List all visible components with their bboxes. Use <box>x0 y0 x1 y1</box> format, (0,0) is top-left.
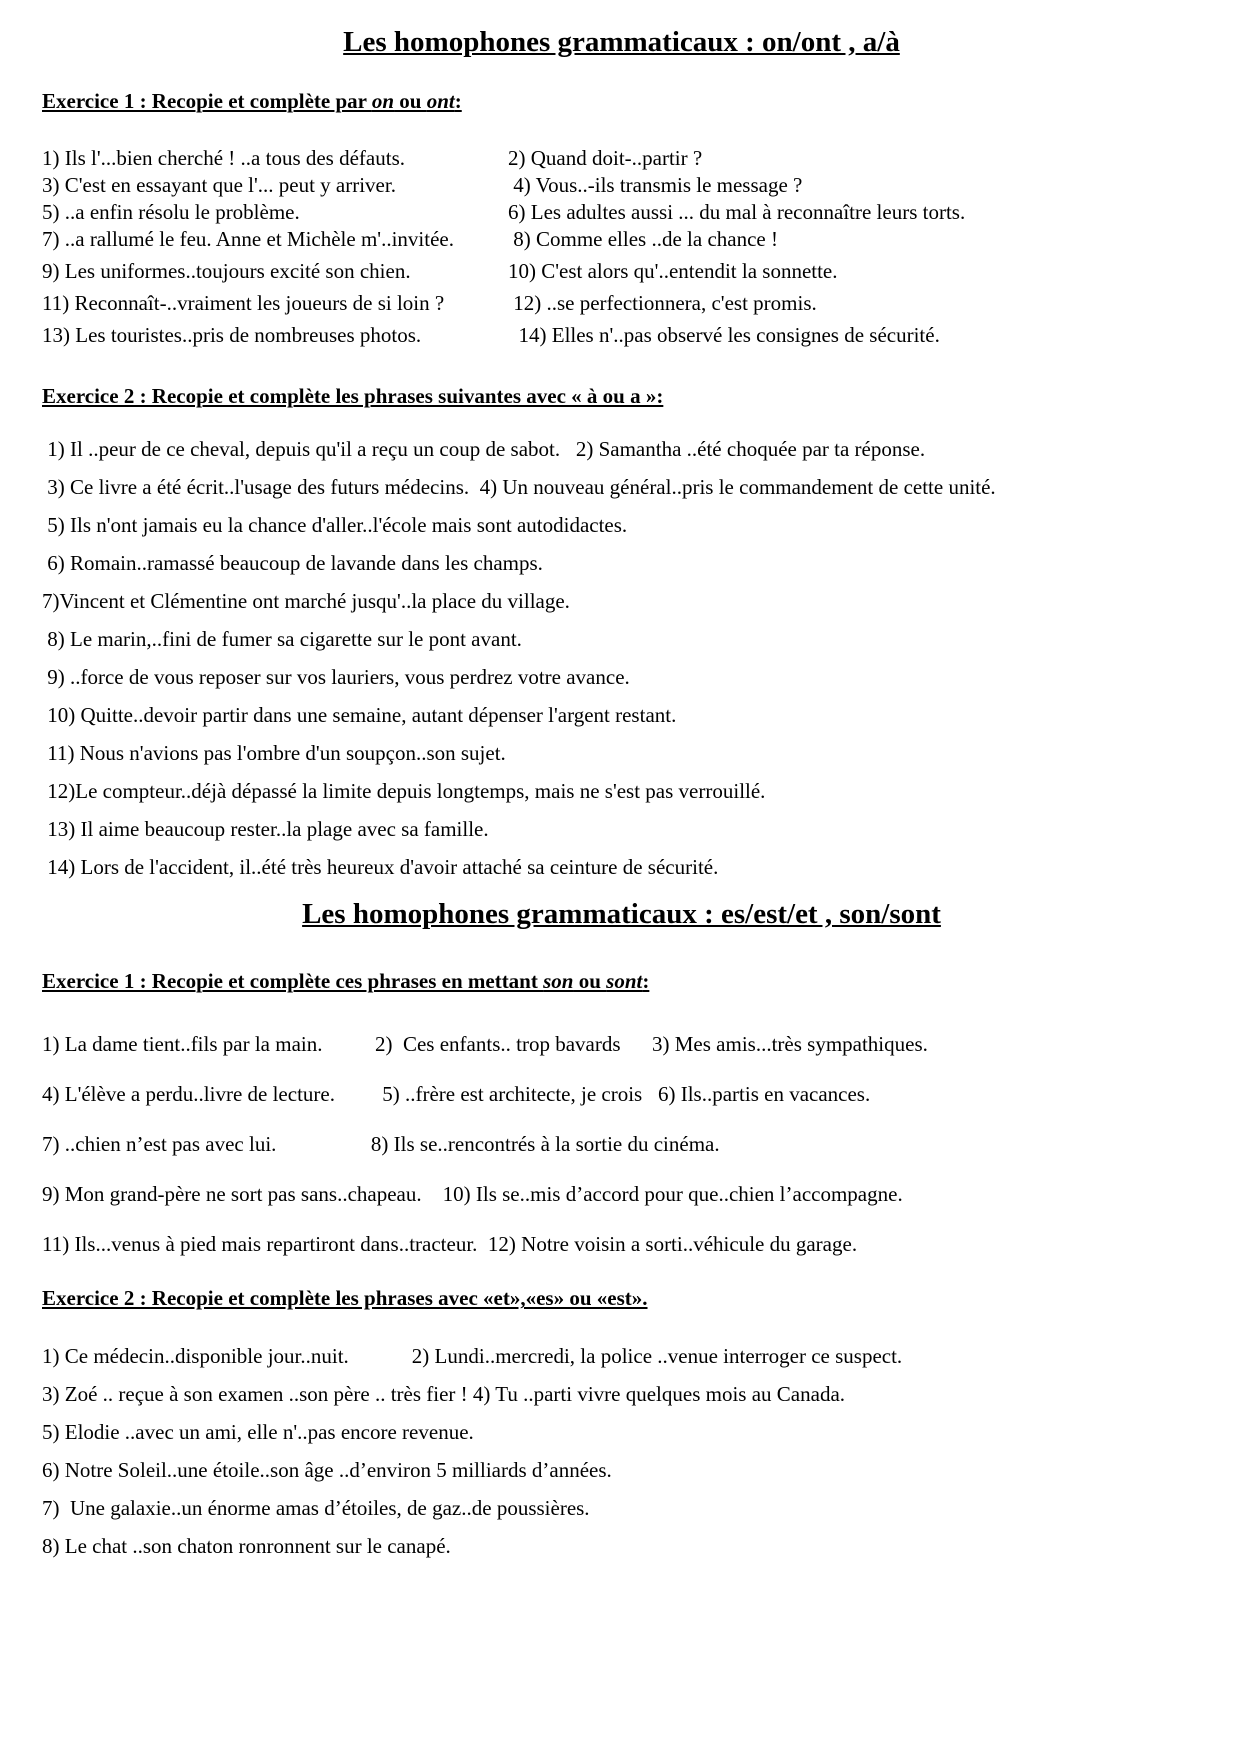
exercise-row <box>42 253 1201 285</box>
exercise-item: 10) C'est alors qu'..entendit la sonnette. <box>508 258 838 283</box>
s2-ex1-items <box>42 1019 1201 1269</box>
exercise-item: 1) Ils l'...bien cherché ! ..a tous des défauts. <box>42 145 405 170</box>
exercise-line: 11) Nous n'avions pas l'ombre d'un soupçon..son sujet. <box>42 741 506 766</box>
heading-word-on: on <box>371 88 395 113</box>
page-title-text: Les homophones grammaticaux : on/ont , a/à <box>343 26 900 58</box>
page-title-text: Les homophones grammaticaux : es/est/et , son/sont <box>302 898 941 931</box>
exercise-row <box>42 172 1201 199</box>
exercise-item: 3) C'est en essayant que l'... peut y arriver. <box>42 172 396 197</box>
exercise-line: 1) Ce médecin..disponible jour..nuit. 2) Lundi..mercredi, la police ..venue interroger ce suspect. <box>42 1343 903 1368</box>
s2-ex2-heading <box>42 1285 1201 1312</box>
s1-ex2-heading-text: Exercice 2 : Recopie et complète les phrases suivantes avec « à ou a »: <box>42 383 664 408</box>
exercise-line: 10) Quitte..devoir partir dans une semaine, autant dépenser l'argent restant. <box>42 703 677 728</box>
exercise-line: 1) La dame tient..fils par la main. 2) Ces enfants.. trop bavards 3) Mes amis...très sympathiques. <box>42 1032 928 1057</box>
heading-word-sont: sont <box>606 968 643 993</box>
exercise-row <box>42 285 1201 317</box>
exercise-line: 9) ..force de vous reposer sur vos lauriers, vous perdrez votre avance. <box>42 665 630 690</box>
heading-word-ont: ont <box>426 88 455 113</box>
exercise-item: 6) Les adultes aussi ... du mal à reconnaître leurs torts. <box>508 199 966 224</box>
exercise-line: 7) Une galaxie..un énorme amas d’étoiles, de gaz..de poussières. <box>42 1495 590 1520</box>
s1-ex2-heading <box>42 383 1201 410</box>
exercise-row <box>42 145 1201 172</box>
exercise-line: 8) Le marin,..fini de fumer sa cigarette sur le pont avant. <box>42 627 522 652</box>
exercise-line: 1) Il ..peur de ce cheval, depuis qu'il a reçu un coup de sabot. 2) Samantha ..été choquée par ta réponse. <box>42 437 926 462</box>
exercise-item: 13) Les touristes..pris de nombreuses photos. <box>42 322 422 347</box>
heading-suffix: : <box>642 968 650 993</box>
exercise-line: 12)Le compteur..déjà dépassé la limite depuis longtemps, mais ne s'est pas verrouillé. <box>42 779 766 804</box>
s2-ex2-heading-text: Exercice 2 : Recopie et complète les phrases avec «et»,«es» ou «est». <box>42 1286 648 1311</box>
exercise-row <box>42 226 1201 253</box>
exercise-item: 4) Vous..-ils transmis le message ? <box>508 172 803 197</box>
section-son-sont-ex1 <box>42 968 1201 1269</box>
page-title-on-ont <box>42 24 1201 62</box>
exercise-line: 9) Mon grand-père ne sort pas sans..chapeau. 10) Ils se..mis d’accord pour que..chien l’accompagne. <box>42 1182 903 1207</box>
heading-suffix: : <box>454 88 462 113</box>
exercise-line: 11) Ils...venus à pied mais repartiront dans..tracteur. 12) Notre voisin a sorti..véhicule du garage. <box>42 1232 858 1257</box>
s2-ex1-heading-text <box>42 969 649 993</box>
exercise-line: 7)Vincent et Clémentine ont marché jusqu'..la place du village. <box>42 589 570 614</box>
heading-prefix: Exercice 1 : Recopie et complète par <box>42 88 372 113</box>
s1-ex1-heading-text <box>42 89 462 113</box>
exercise-row <box>42 317 1201 349</box>
exercise-item: 7) ..a rallumé le feu. Anne et Michèle m'..invitée. <box>42 226 454 251</box>
exercise-line: 6) Notre Soleil..une étoile..son âge ..d’environ 5 milliards d’années. <box>42 1457 612 1482</box>
exercise-line: 14) Lors de l'accident, il..été très heureux d'avoir attaché sa ceinture de sécurité. <box>42 855 719 880</box>
heading-mid: ou <box>573 968 607 993</box>
exercise-item: 8) Comme elles ..de la chance ! <box>508 226 778 251</box>
heading-mid: ou <box>394 88 427 113</box>
exercise-line: 5) Elodie ..avec un ami, elle n'..pas encore revenue. <box>42 1419 474 1444</box>
s1-ex1-items <box>42 145 1201 349</box>
s1-ex2-items <box>42 430 1201 886</box>
exercise-line: 7) ..chien n’est pas avec lui. 8) Ils se..rencontrés à la sortie du cinéma. <box>42 1132 720 1157</box>
exercise-line: 6) Romain..ramassé beaucoup de lavande dans les champs. <box>42 551 543 576</box>
exercise-row <box>42 199 1201 226</box>
exercise-item: 11) Reconnaît-..vraiment les joueurs de si loin ? <box>42 290 445 315</box>
exercise-item: 5) ..a enfin résolu le problème. <box>42 199 300 224</box>
exercise-item: 14) Elles n'..pas observé les consignes de sécurité. <box>508 322 940 347</box>
exercise-line: 13) Il aime beaucoup rester..la plage avec sa famille. <box>42 817 489 842</box>
section-on-ont-ex1 <box>42 88 1201 349</box>
s2-ex1-heading <box>42 968 1201 995</box>
heading-prefix: Exercice 1 : Recopie et complète ces phrases en mettant <box>42 968 544 993</box>
heading-word-son: son <box>543 968 574 993</box>
exercise-line: 4) L'élève a perdu..livre de lecture. 5) ..frère est architecte, je crois 6) Ils..partis en vacances. <box>42 1082 871 1107</box>
page-title-es-est-et <box>42 896 1201 934</box>
exercise-line: 5) Ils n'ont jamais eu la chance d'aller..l'école mais sont autodidactes. <box>42 513 628 538</box>
section-es-est-et-ex2 <box>42 1285 1201 1564</box>
exercise-item: 9) Les uniformes..toujours excité son chien. <box>42 258 411 283</box>
s1-ex1-heading <box>42 88 1201 115</box>
exercise-item: 12) ..se perfectionnera, c'est promis. <box>508 290 817 315</box>
s2-ex2-items <box>42 1337 1201 1565</box>
exercise-item: 2) Quand doit-..partir ? <box>508 145 703 170</box>
exercise-line: 3) Ce livre a été écrit..l'usage des futurs médecins. 4) Un nouveau général..pris le commandement de cette unité. <box>42 475 996 500</box>
exercise-line: 3) Zoé .. reçue à son examen ..son père .. très fier ! 4) Tu ..parti vivre quelques mois au Canada. <box>42 1381 846 1406</box>
section-a-ex2 <box>42 383 1201 886</box>
exercise-line: 8) Le chat ..son chaton ronronnent sur le canapé. <box>42 1533 451 1558</box>
